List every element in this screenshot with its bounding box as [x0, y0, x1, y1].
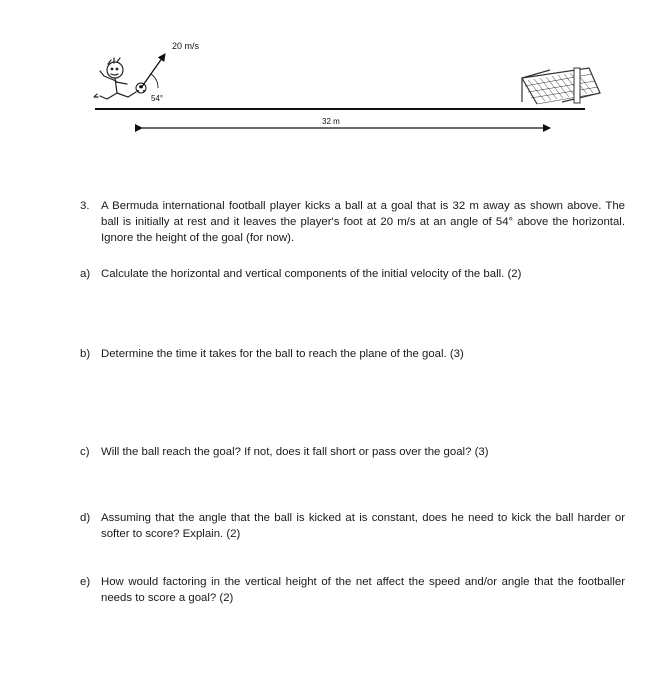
part-c — [80, 444, 625, 460]
part-b-label: b) — [80, 348, 91, 360]
distance-label: 32 m — [322, 117, 340, 126]
part-a-label: a) — [80, 268, 91, 280]
part-c-label: c) — [80, 446, 90, 458]
part-b — [80, 346, 625, 362]
question-3 — [80, 198, 625, 246]
goal-post — [522, 68, 600, 104]
part-a-text: Calculate the horizontal and vertical components of the initial velocity of the ball. (2) — [101, 268, 522, 280]
velocity-label: 20 m/s — [172, 41, 200, 51]
part-c-text: Will the ball reach the goal? If not, does it fall short or pass over the goal? (3) — [101, 446, 489, 458]
projectile-diagram — [0, 0, 658, 150]
velocity-vector — [141, 54, 165, 88]
question-text: A Bermuda international football player kicks a ball at a goal that is 32 m away as shown above. The ball is initially at rest and it leaves the player's foot at 20 m/s at an angle of 54° above the horizontal. Ignore the height of the goal (for now). — [101, 200, 625, 244]
angle-arc — [151, 74, 158, 88]
angle-label: 54° — [151, 94, 164, 103]
part-d-label: d) — [80, 512, 91, 524]
part-e-text: How would factoring in the vertical height of the net affect the speed and/or angle that the footballer needs to score a goal? (2) — [101, 576, 625, 604]
part-d — [80, 510, 625, 542]
part-d-text: Assuming that the angle that the ball is kicked at is constant, does he need to kick the ball harder or softer to score? Explain. (2) — [101, 512, 625, 540]
part-e-label: e) — [80, 576, 91, 588]
part-a — [80, 266, 625, 282]
part-e — [80, 574, 625, 606]
question-number: 3. — [80, 200, 90, 212]
player-figure — [94, 58, 136, 99]
part-b-text: Determine the time it takes for the ball to reach the plane of the goal. (3) — [101, 348, 464, 360]
